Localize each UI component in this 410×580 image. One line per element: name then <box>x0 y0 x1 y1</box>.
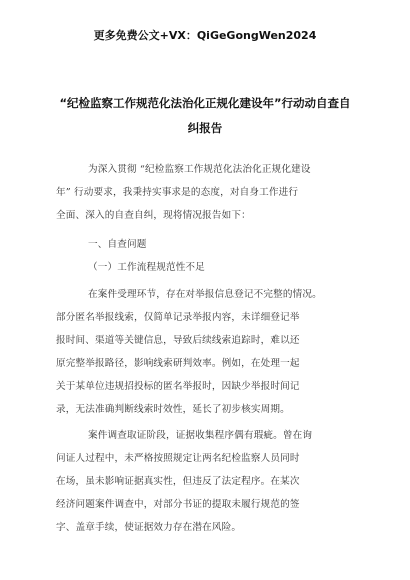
para1-line-6: 录，无法准确判断线索时效性，延长了初步核实周期。 <box>56 404 290 415</box>
para1-line-2: 部分匿名举报线索，仅简单记录举报内容，未详细登记举 <box>56 312 300 323</box>
intro-line-2: 年” 行动要求，我秉持实事求是的态度，对自身工作进行 <box>56 187 299 198</box>
para2-line-5: 字、盖章手续，使证据效力存在潜在风险。 <box>56 522 242 533</box>
para1-line-1: 在案件受理环节，存在对举报信息登记不完整的情况。 <box>88 289 322 300</box>
document-title-line-2: 纠报告 <box>187 121 223 135</box>
section-heading-1: 一、自查问题 <box>88 239 147 250</box>
document-title-line-1: “纪检监察工作规范化法治化正规化建设年”行动动自查自 <box>59 96 351 110</box>
para2-line-1: 案件调查取证阶段，证据收集程序偶有瑕疵。曾在询 <box>88 430 313 441</box>
intro-line-1: 为深入贯彻 “纪检监察工作规范化法治化正规化建设 <box>88 164 311 175</box>
watermark-text: 更多免费公文+VX：QiGeGongWen2024 <box>93 29 317 42</box>
para1-line-4: 原完整举报路径，影响线索研判效率。例如，在处理一起 <box>56 358 300 369</box>
subsection-heading-1: （一）工作流程规范性不足 <box>88 262 205 273</box>
para1-line-3: 报时间、渠道等关键信息，导致后续线索追踪时，难以还 <box>56 335 300 346</box>
para1-line-5: 关于某单位违规招投标的匿名举报时，因缺少举报时间记 <box>56 381 300 392</box>
para2-line-2: 问证人过程中，未严格按照规定让两名纪检监察人员同时 <box>56 453 300 464</box>
intro-line-3: 全面、深入的自查自纠，现将情况报告如下： <box>56 210 251 221</box>
para2-line-4: 经济问题案件调查中，对部分书证的提取未履行规范的签 <box>56 499 300 510</box>
para2-line-3: 在场，虽未影响证据真实性，但违反了法定程序。在某次 <box>56 476 300 487</box>
